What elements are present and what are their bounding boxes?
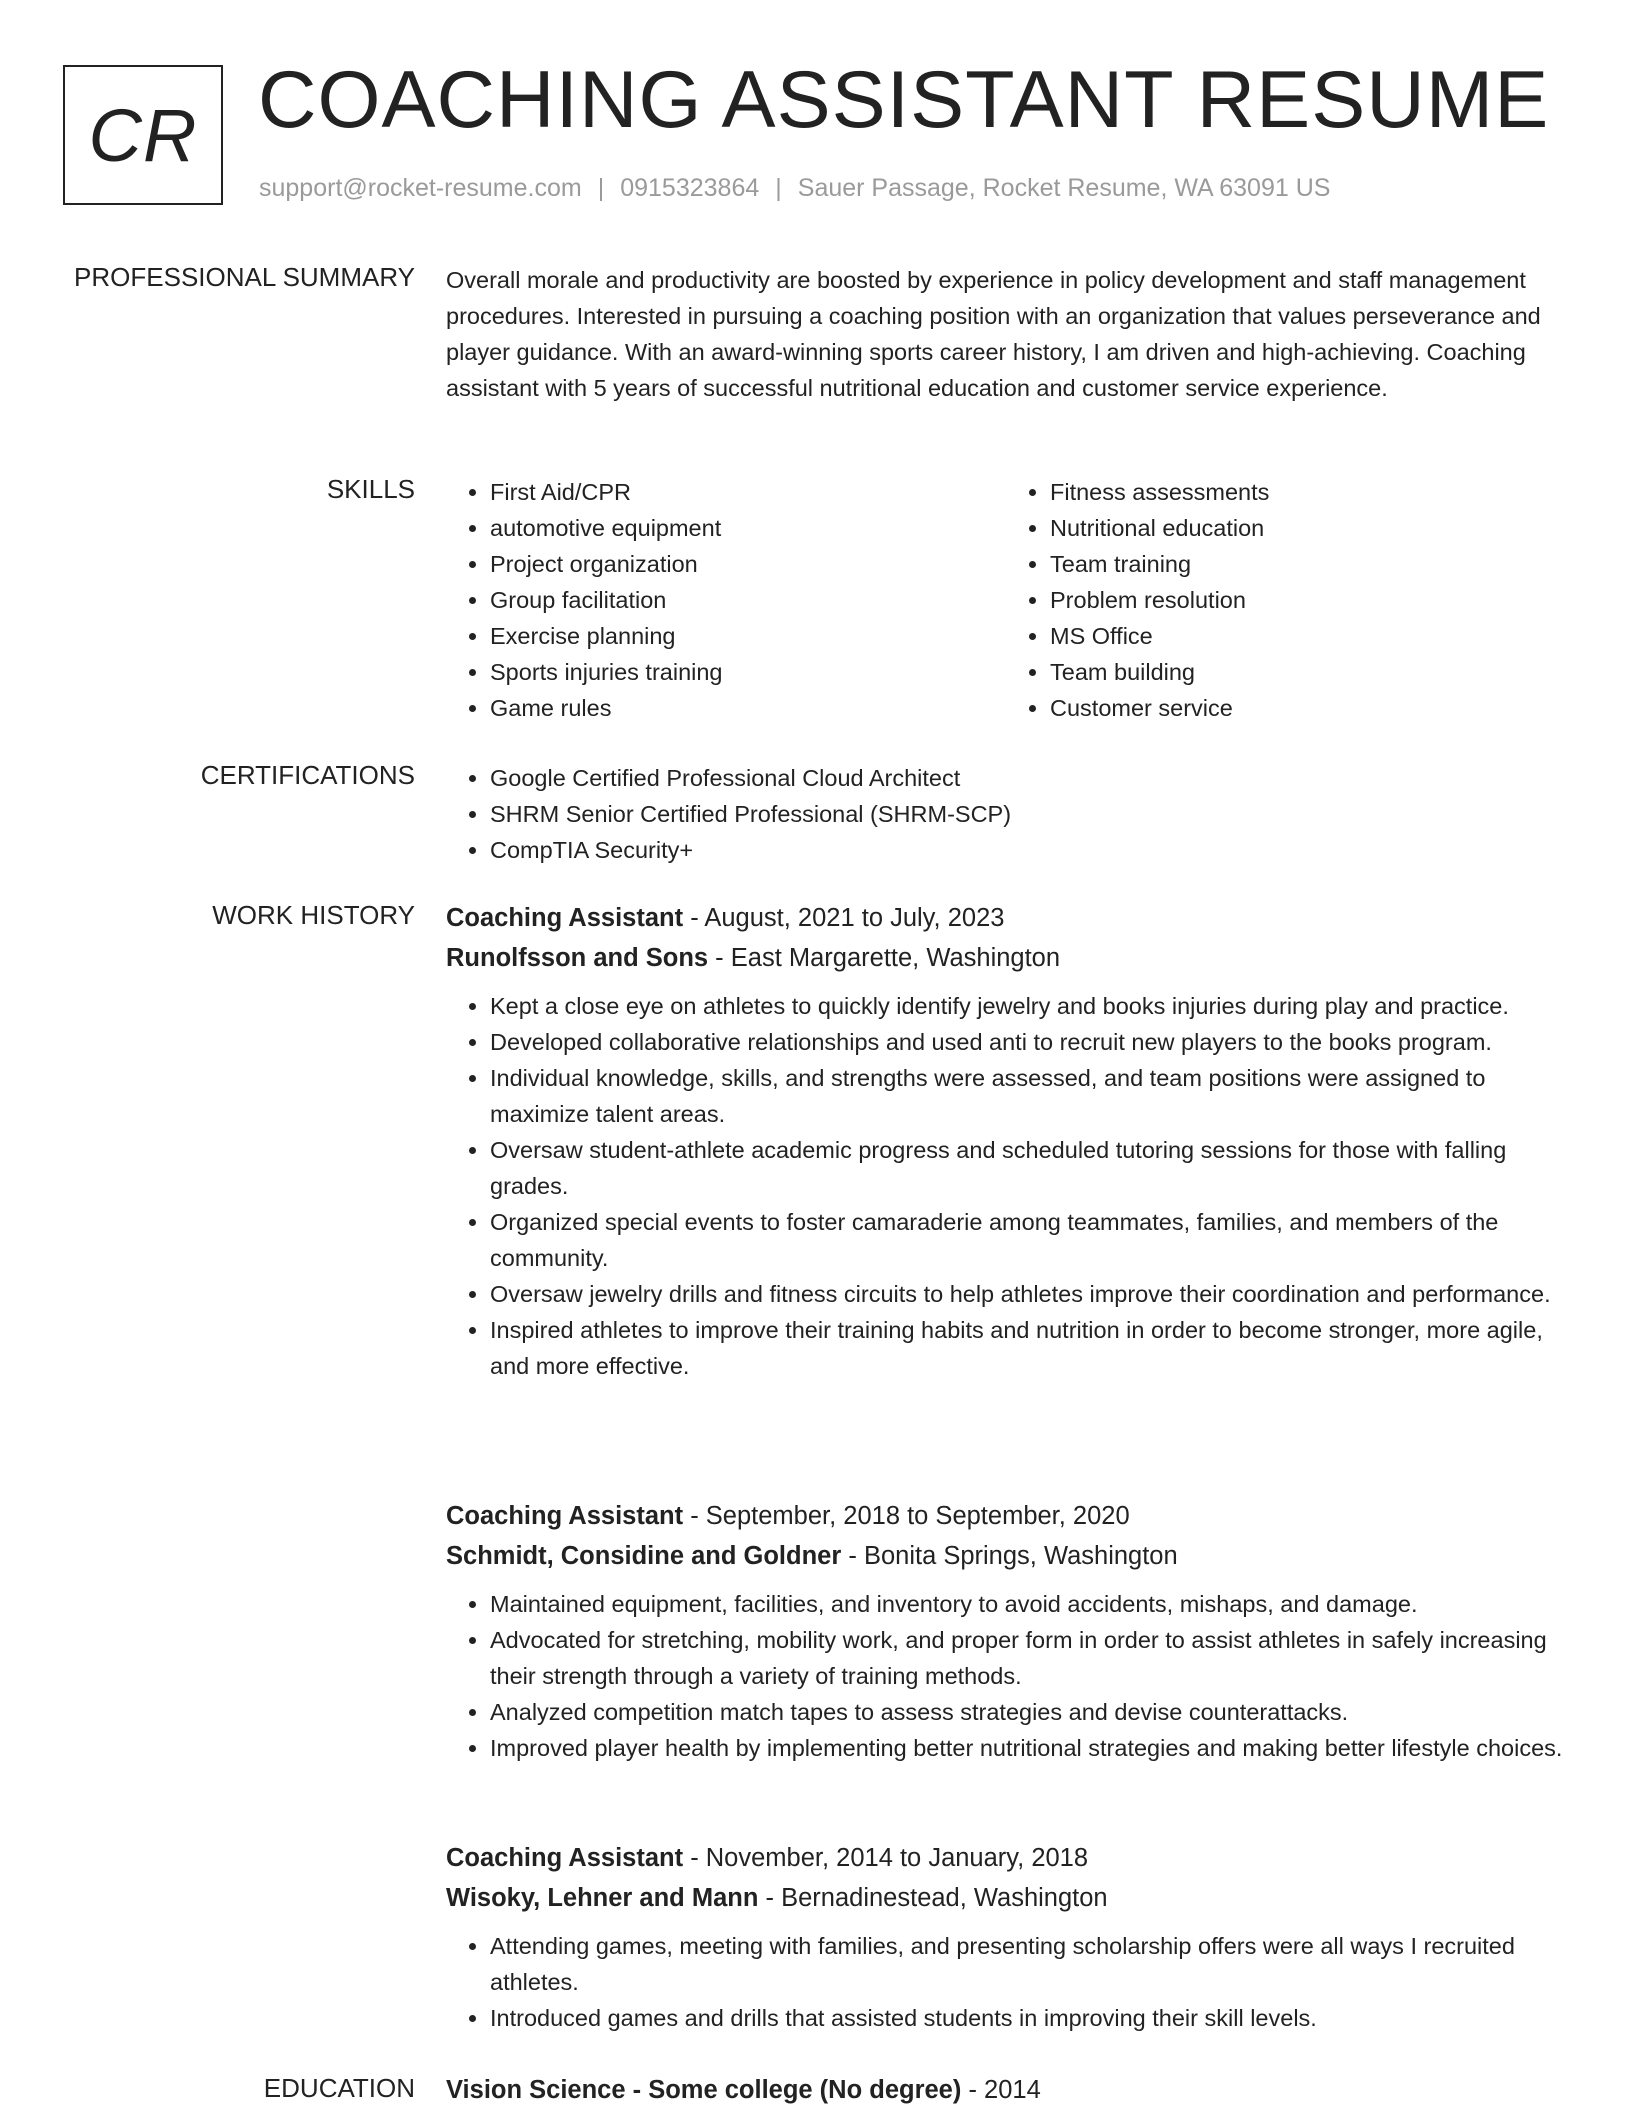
section-label-skills: SKILLS xyxy=(326,474,415,504)
job-location: - East Margarette, Washington xyxy=(708,944,1061,972)
certification-item: • CompTIA Security+ xyxy=(490,832,1566,868)
section-label-summary: PROFESSIONAL SUMMARY xyxy=(74,262,415,292)
certifications-list xyxy=(446,760,1566,868)
job-bullets xyxy=(446,1586,1566,1766)
job-bullet: • Inspired athletes to improve their training habits and nutrition in order to become stronger, more agile, and more effective. xyxy=(490,1312,1566,1384)
education-content xyxy=(446,2073,1566,2107)
skills-list-right xyxy=(1006,474,1566,726)
job-bullet: • Introduced games and drills that assisted students in improving their skill levels. xyxy=(490,2000,1566,2036)
certifications-content xyxy=(446,760,1566,868)
job-bullet: • Organized special events to foster camaraderie among teammates, families, and members of the community. xyxy=(490,1204,1566,1276)
contact-separator: | xyxy=(775,174,782,202)
certification-item: • Google Certified Professional Cloud Architect xyxy=(490,760,1566,796)
certification-item: • SHRM Senior Certified Professional (SHRM-SCP) xyxy=(490,796,1566,832)
job-bullet: • Advocated for stretching, mobility work, and proper form in order to assist athletes in safely increasing their strength through a variety of training methods. xyxy=(490,1622,1566,1694)
job-company-line xyxy=(446,1536,1566,1576)
job-bullet: • Oversaw jewelry drills and fitness circuits to help athletes improve their coordination and performance. xyxy=(490,1276,1566,1312)
job-title: Coaching Assistant xyxy=(446,1844,684,1872)
job-company-line xyxy=(446,1878,1566,1918)
contact-phone[interactable]: 0915323864 xyxy=(620,174,760,202)
section-label-work: WORK HISTORY xyxy=(212,900,415,930)
job-bullet: • Oversaw student-athlete academic progress and scheduled tutoring sessions for those with falling grades. xyxy=(490,1132,1566,1204)
skill-item: • Game rules xyxy=(490,690,1006,726)
job-dates: - November, 2014 to January, 2018 xyxy=(683,1844,1089,1872)
job-bullet: • Individual knowledge, skills, and strengths were assessed, and team positions were assigned to maximize talent areas. xyxy=(490,1060,1566,1132)
skill-item: • Fitness assessments xyxy=(1050,474,1566,510)
job-dates: - August, 2021 to July, 2023 xyxy=(683,904,1005,932)
skill-item: • Project organization xyxy=(490,546,1006,582)
job-company: Wisoky, Lehner and Mann xyxy=(446,1884,759,1912)
skill-item: • Team building xyxy=(1050,654,1566,690)
contact-line xyxy=(259,174,1330,203)
skill-item: • MS Office xyxy=(1050,618,1566,654)
skill-item: • Problem resolution xyxy=(1050,582,1566,618)
skill-item: • Team training xyxy=(1050,546,1566,582)
job-company-line xyxy=(446,938,1566,978)
summary-content xyxy=(446,262,1566,406)
summary-text: Overall morale and productivity are boosted by experience in policy development and staff management procedures. Interested in pursuing a coaching position with an organization that values perseverance and player guidance. With an award-winning sports career history, I am driven and high-achieving. Coaching assistant with 5 years of successful nutritional education and customer service experience. xyxy=(446,267,1541,401)
job-bullets xyxy=(446,1928,1566,2036)
job-bullets xyxy=(446,988,1566,1384)
monogram-logo: CR xyxy=(63,65,223,205)
skill-item: • First Aid/CPR xyxy=(490,474,1006,510)
skill-item: • Group facilitation xyxy=(490,582,1006,618)
job-location: - Bernadinestead, Washington xyxy=(758,1884,1108,1912)
job-bullet: • Developed collaborative relationships and used anti to recruit new players to the books program. xyxy=(490,1024,1566,1060)
contact-address: Sauer Passage, Rocket Resume, WA 63091 US xyxy=(797,174,1331,202)
job-title-line xyxy=(446,1838,1566,1878)
job-bullet: • Kept a close eye on athletes to quickly identify jewelry and books injuries during play and practice. xyxy=(490,988,1566,1024)
job-dates: - September, 2018 to September, 2020 xyxy=(683,1502,1130,1530)
job-bullet: • Improved player health by implementing better nutritional strategies and making better lifestyle choices. xyxy=(490,1730,1566,1766)
skills-content xyxy=(446,474,1566,726)
job-title-line xyxy=(446,1496,1566,1536)
job-bullet: • Attending games, meeting with families, and presenting scholarship offers were all ways I recruited athletes. xyxy=(490,1928,1566,2000)
job-title-line xyxy=(446,898,1566,938)
skill-item: • Nutritional education xyxy=(1050,510,1566,546)
job-bullet: • Maintained equipment, facilities, and inventory to avoid accidents, mishaps, and damage. xyxy=(490,1586,1566,1622)
job-title: Coaching Assistant xyxy=(446,904,684,932)
job-title: Coaching Assistant xyxy=(446,1502,684,1530)
contact-separator: | xyxy=(597,174,605,202)
job-location: - Bonita Springs, Washington xyxy=(841,1542,1178,1570)
skill-item: • Customer service xyxy=(1050,690,1566,726)
education-line xyxy=(446,2073,1566,2107)
job-bullet: • Analyzed competition match tapes to assess strategies and devise counterattacks. xyxy=(490,1694,1566,1730)
section-label-education: EDUCATION xyxy=(263,2073,415,2103)
job-company: Schmidt, Considine and Goldner xyxy=(446,1542,842,1570)
job-company: Runolfsson and Sons xyxy=(446,944,709,972)
skills-list-left xyxy=(446,474,1006,726)
skill-item: • Exercise planning xyxy=(490,618,1006,654)
skill-item: • Sports injuries training xyxy=(490,654,1006,690)
education-year: - 2014 xyxy=(961,2076,1041,2104)
resume-title: COACHING ASSISTANT RESUME xyxy=(258,55,1550,145)
skill-item: • automotive equipment xyxy=(490,510,1006,546)
contact-email[interactable]: support@rocket-resume.com xyxy=(259,174,582,202)
section-label-certifications: CERTIFICATIONS xyxy=(200,760,415,790)
education-degree: Vision Science - Some college (No degree) xyxy=(446,2076,962,2104)
